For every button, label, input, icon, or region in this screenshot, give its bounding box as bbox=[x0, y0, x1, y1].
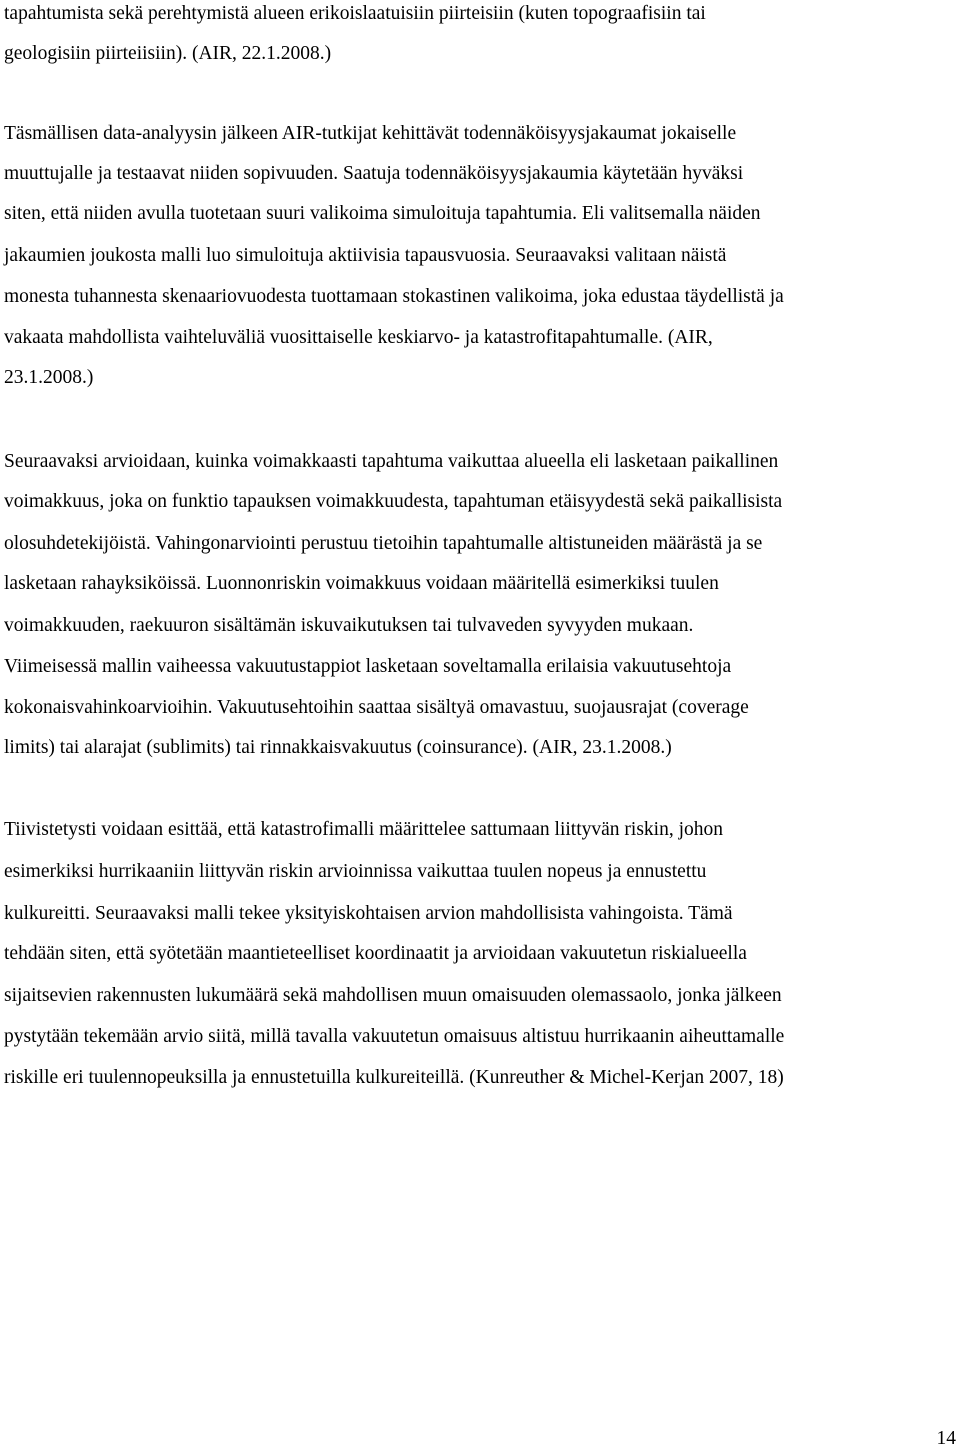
text-line: jakaumien joukosta malli luo simuloituja aktiivisia tapausvuosia. Seuraavaksi valitaan näistä bbox=[4, 245, 727, 266]
text-line: limits) tai alarajat (sublimits) tai rinnakkaisvakuutus (coinsurance). (AIR, 23.1.2008.) bbox=[4, 737, 672, 758]
text-line: esimerkiksi hurrikaaniin liittyvän riskin arvioinnissa vaikuttaa tuulen nopeus ja ennustettu bbox=[4, 861, 707, 882]
text-line: kulkureitti. Seuraavaksi malli tekee yksityiskohtaisen arvion mahdollisista vahingoista. Tämä bbox=[4, 903, 733, 924]
text-line: sijaitsevien rakennusten lukumäärä sekä mahdollisen muun omaisuuden olemassaolo, jonka jälkeen bbox=[4, 985, 782, 1006]
text-line: kokonaisvahinkoarvioihin. Vakuutusehtoihin saattaa sisältyä omavastuu, suojausrajat (coverage bbox=[4, 697, 749, 718]
text-line: voimakkuus, joka on funktio tapauksen voimakkuudesta, tapahtuman etäisyydestä sekä paikallisista bbox=[4, 491, 783, 512]
text-line: 23.1.2008.) bbox=[4, 367, 94, 388]
text-line: Viimeisessä mallin vaiheessa vakuutustappiot lasketaan soveltamalla erilaisia vakuutusehtoja bbox=[4, 656, 732, 677]
text-line: geologisiin piirteiisiin). (AIR, 22.1.2008.) bbox=[4, 43, 332, 64]
text-line: monesta tuhannesta skenaariovuodesta tuottamaan stokastinen valikoima, joka edustaa täydellistä ja bbox=[4, 286, 784, 307]
text-line: Täsmällisen data-analyysin jälkeen AIR-tutkijat kehittävät todennäköisyysjakaumat jokaiselle bbox=[4, 123, 737, 144]
text-line: Seuraavaksi arvioidaan, kuinka voimakkaasti tapahtuma vaikuttaa alueella eli lasketaan paikallinen bbox=[4, 451, 779, 472]
text-line: tapahtumista sekä perehtymistä alueen erikoislaatuisiin piirteisiin (kuten topograafisiin tai bbox=[4, 3, 706, 24]
text-line: siten, että niiden avulla tuotetaan suuri valikoima simuloituja tapahtumia. Eli valitsemalla näiden bbox=[4, 203, 761, 224]
page-number: 14 bbox=[936, 1428, 956, 1449]
text-line: vakaata mahdollista vaihteluväliä vuosittaiselle keskiarvo- ja katastrofitapahtumalle. (AIR, bbox=[4, 327, 713, 348]
text-line: voimakkuuden, raekuuron sisältämän iskuvaikutuksen tai tulvaveden syvyyden mukaan. bbox=[4, 615, 694, 636]
text-line: muuttujalle ja testaavat niiden sopivuuden. Saatuja todennäköisyysjakaumia käytetään hyväksi bbox=[4, 163, 744, 184]
text-line: riskille eri tuulennopeuksilla ja ennustetuilla kulkureiteillä. (Kunreuther & Michel-Kerjan 2007, 18) bbox=[4, 1067, 784, 1088]
text-line: Tiivistetysti voidaan esittää, että katastrofimalli määrittelee sattumaan liittyvän riskin, johon bbox=[4, 819, 723, 840]
text-line: lasketaan rahayksiköissä. Luonnonriskin voimakkuus voidaan määritellä esimerkiksi tuulen bbox=[4, 573, 719, 594]
text-line: olosuhdetekijöistä. Vahingonarviointi perustuu tietoihin tapahtumalle altistuneiden määrästä ja se bbox=[4, 533, 763, 554]
text-line: pystytään tekemään arvio siitä, millä tavalla vakuutetun omaisuus altistuu hurrikaanin aiheuttamalle bbox=[4, 1026, 785, 1047]
text-line: tehdään siten, että syötetään maantieteelliset koordinaatit ja arvioidaan vakuutetun riskialueella bbox=[4, 943, 747, 964]
